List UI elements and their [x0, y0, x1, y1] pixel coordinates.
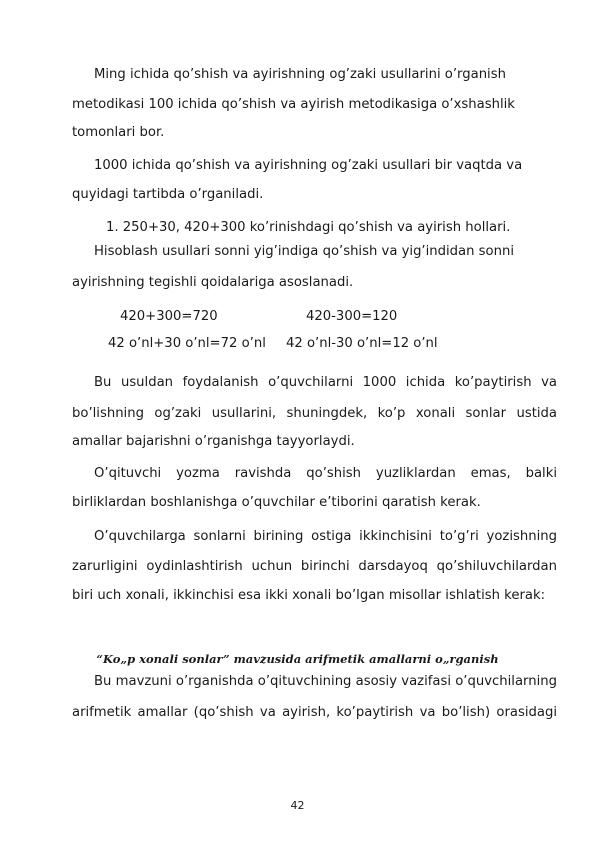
paragraph-4-line-1: Bu usuldan foydalanish o’quvchilarni 1000 ichida ko’paytirish va — [94, 375, 557, 390]
section-heading: “Ko„p xonali sonlar” mavzusida arifmetik amallarni o„rganish — [96, 652, 499, 666]
example-left-1: 420+300=720 — [120, 309, 218, 324]
paragraph-6-line-1: O’quvchilarga sonlarni birining ostiga ikkinchisini to’g’ri yozishning — [94, 529, 557, 544]
paragraph-3-line-1: Hisoblash usullari sonni yig’indiga qo’shish va yig’indidan sonni — [94, 244, 515, 259]
paragraph-1-line-2: metodikasi 100 ichida qo’shish va ayirish metodikasiga o’xshashlik — [72, 97, 515, 112]
paragraph-6-line-2: zarurligini oydinlashtirish uchun birinchi darsdayoq qo’shiluvchilardan — [72, 559, 557, 574]
paragraph-4-line-3: amallar bajarishni o’rganishga tayyorlaydi. — [72, 434, 355, 449]
example-right-1: 420-300=120 — [306, 309, 398, 324]
paragraph-1-line-3: tomonlari bor. — [72, 125, 165, 140]
paragraph-1-line-1: Ming ichida qo’shish va ayirishning og’zaki usullarini o’rganish — [94, 67, 506, 82]
paragraph-7-line-1: Bu mavzuni o’rganishda o’qituvchining asosiy vazifasi o’quvchilarning — [94, 674, 557, 689]
paragraph-3-line-2: ayirishning tegishli qoidalariga asoslanadi. — [72, 275, 354, 290]
paragraph-7-line-2: arifmetik amallar (qo’shish va ayirish, ko’paytirish va bo’lish) orasidagi — [72, 705, 557, 720]
list-item-1: 1. 250+30, 420+300 ko’rinishdagi qo’shish va ayirish hollari. — [106, 220, 511, 235]
page-number: 42 — [290, 799, 305, 812]
example-left-2: 42 o’nl+30 o’nl=72 o’nl — [108, 336, 266, 351]
example-right-2: 42 o’nl-30 o’nl=12 o’nl — [286, 336, 438, 351]
paragraph-5-line-2: birliklardan boshlanishga o’quvchilar e’tiborini qaratish kerak. — [72, 495, 481, 510]
paragraph-4-line-2: bo’lishning og’zaki usullarini, shuningdek, ko’p xonali sonlar ustida — [72, 406, 557, 421]
paragraph-2-line-1: 1000 ichida qo’shish va ayirishning og’zaki usullari bir vaqtda va — [94, 158, 523, 173]
paragraph-6-line-3: biri uch xonali, ikkinchisi esa ikki xonali bo’lgan misollar ishlatish kerak: — [72, 588, 546, 603]
paragraph-5-line-1: O’qituvchi yozma ravishda qo’shish yuzliklardan emas, balki — [94, 466, 557, 481]
paragraph-2-line-2: quyidagi tartibda o’rganiladi. — [72, 187, 264, 202]
